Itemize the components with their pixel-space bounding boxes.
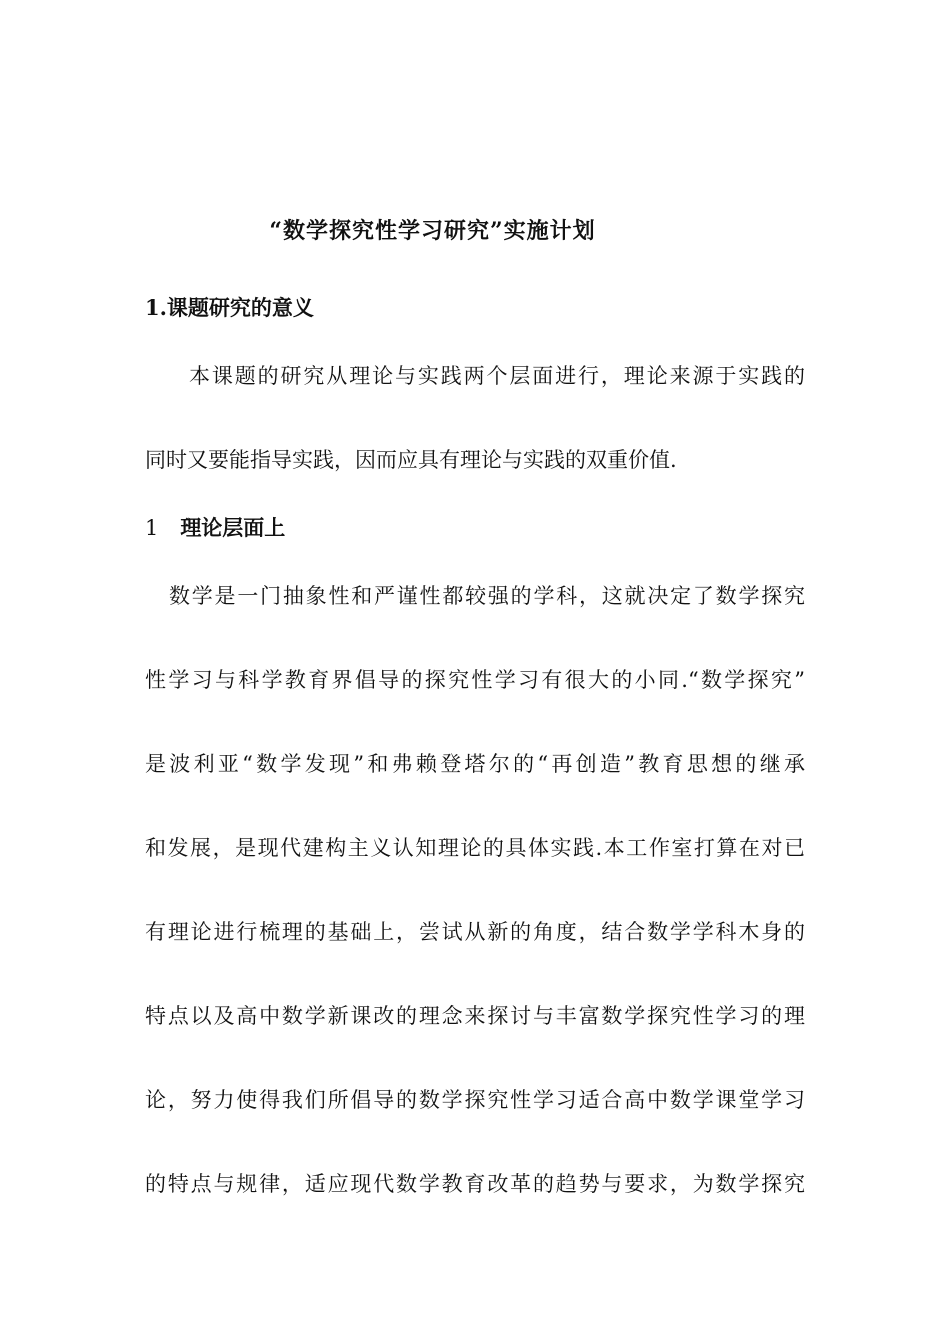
paragraph-line: 性学习与科学教育界倡导的探究性学习有很大的小同.“数学探究” xyxy=(145,668,805,692)
paragraph-line: 特点以及高中数学新课改的理念来探讨与丰富数学探究性学习的理 xyxy=(145,1004,805,1028)
paragraph-line: 是波利亚“数学发现”和弗赖登塔尔的“再创造”教育思想的继承 xyxy=(145,752,805,776)
subsection-number: 1 xyxy=(145,516,159,540)
paragraph-line: 论，努力使得我们所倡导的数学探究性学习适合高中数学课堂学习 xyxy=(145,1088,805,1112)
document-title: “数学探究性学习研究”实施计划 xyxy=(269,218,596,244)
paragraph-line: 和发展，是现代建构主义认知理论的具体实践.本工作室打算在对已 xyxy=(145,836,805,860)
paragraph-line: 数学是一门抽象性和严谨性都较强的学科，这就决定了数学探究 xyxy=(169,584,805,608)
section-heading: 1.课题研究的意义 xyxy=(145,295,314,320)
paragraph-line: 的特点与规律，适应现代数学教育改革的趋势与要求，为数学探究 xyxy=(145,1172,805,1196)
paragraph-line: 本课题的研究从理论与实践两个层面进行，理论来源于实践的 xyxy=(189,364,805,388)
paragraph-line: 有理论进行梳理的基础上，尝试从新的角度，结合数学学科木身的 xyxy=(145,920,805,944)
subsection-title: 理论层面上 xyxy=(180,515,286,540)
subsection-heading xyxy=(145,512,285,542)
paragraph-line: 同时又要能指导实践，因而应具有理论与实践的双重价值. xyxy=(145,448,677,472)
